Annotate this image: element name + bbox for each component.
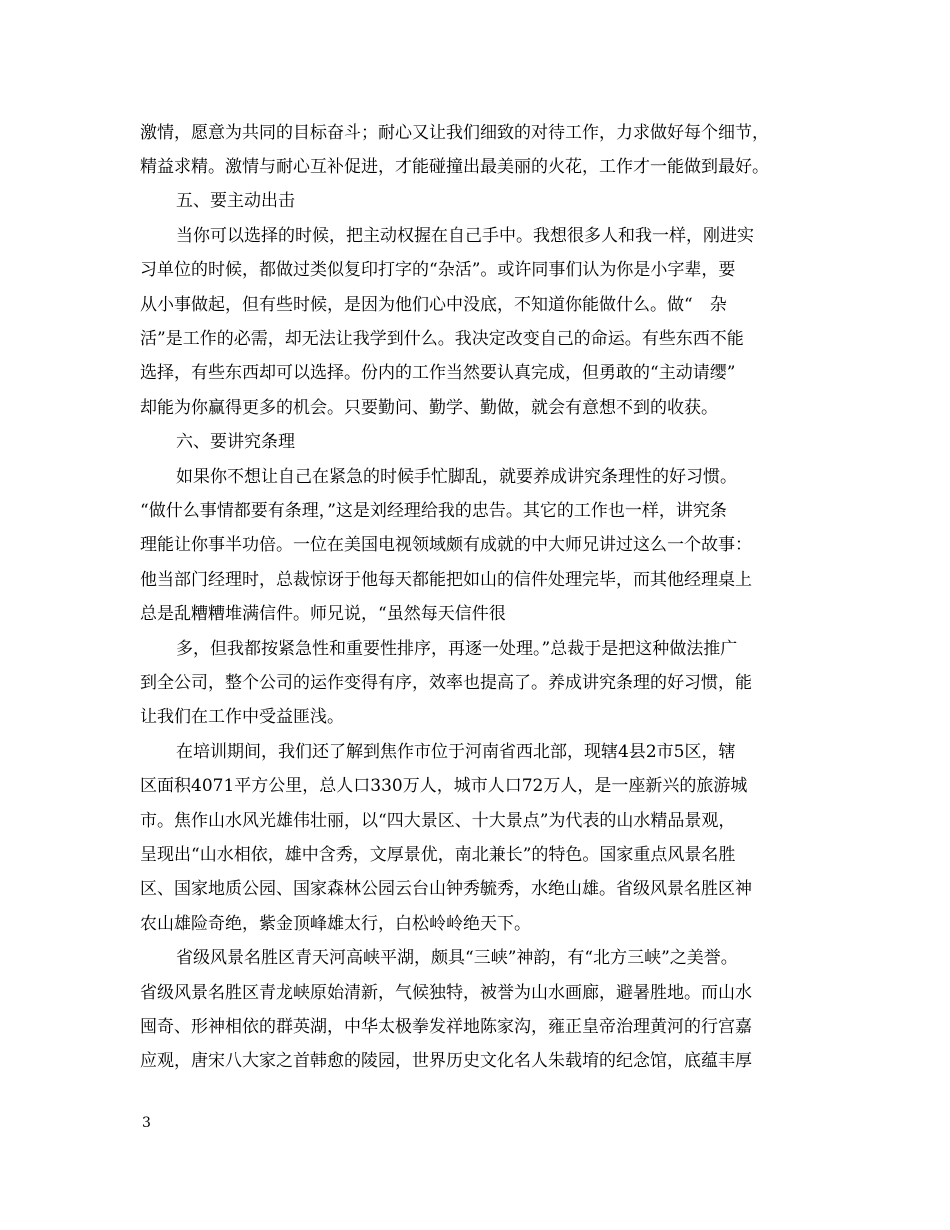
text-line: 如果你不想让自己在紧急的时候手忙脚乱，就要养成讲究条理性的好习惯。 bbox=[176, 467, 737, 487]
text-line: 习单位的时候，都做过类似复印打字的“杂活”。或许同事们认为你是小字辈，要 bbox=[140, 260, 736, 280]
text-line: “做什么事情都要有条理，”这是刘经理给我的忠告。其它的工作也一样，讲究条 bbox=[140, 501, 727, 521]
text-line: 让我们在工作中受益匪浅。 bbox=[140, 707, 344, 727]
text-line: 囤奇、形神相依的群英湖，中华太极拳发祥地陈家沟，雍正皇帝治理黄河的行宫嘉 bbox=[140, 1017, 752, 1037]
text-line: 农山雄险奇绝，紫金顶峰雄太行，白松岭岭绝天下。 bbox=[140, 914, 531, 934]
text-line: 激情，愿意为共同的目标奋斗；耐心又让我们细致的对待工作，力求做好每个细节， bbox=[140, 123, 769, 143]
text-line: 当你可以选择的时候，把主动权握在自己手中。我想很多人和我一样，刚进实 bbox=[176, 226, 754, 246]
text-line: 市。焦作山水风光雄伟壮丽，以“四大景区、十大景点”为代表的山水精品景观， bbox=[140, 811, 736, 831]
text-line: 呈现出“山水相依，雄中含秀，文厚景优，南北兼长”的特色。国家重点风景名胜 bbox=[140, 845, 736, 865]
page-number: 3 bbox=[142, 1115, 151, 1131]
text-line: 省级风景名胜区青龙峡原始清新，气候独特，被誉为山水画廊，避暑胜地。而山水 bbox=[140, 983, 752, 1003]
text-line: 总是乱糟糟堆满信件。师兄说，“虽然每天信件很 bbox=[140, 604, 506, 624]
text-line: 区面积4071平方公里，总人口330万人，城市人口72万人，是一座新兴的旅游城 bbox=[140, 776, 748, 796]
text-line: 省级风景名胜区青天河高峡平湖，颇具“三峡”神韵，有“北方三峡”之美誉。 bbox=[176, 948, 738, 968]
text-line: 应观，唐宋八大家之首韩愈的陵园，世界历史文化名人朱载堉的纪念馆，底蕴丰厚 bbox=[140, 1051, 752, 1071]
text-line: 从小事做起，但有些时候，是因为他们心中没底，不知道你能做什么。做“ 杂 bbox=[140, 295, 727, 315]
section-heading: 六、要讲究条理 bbox=[176, 432, 295, 452]
text-line: 精益求精。激情与耐心互补促进，才能碰撞出最美丽的火花，工作才一能做到最好。 bbox=[140, 157, 769, 177]
text-line: 活”是工作的必需，却无法让我学到什么。我决定改变自己的命运。有些东西不能 bbox=[140, 329, 744, 349]
text-line: 选择，有些东西却可以选择。份内的工作当然要认真完成，但勇敢的“主动请缨” bbox=[140, 363, 736, 383]
text-line: 他当部门经理时，总裁惊讶于他每天都能把如山的信件处理完毕，而其他经理桌上 bbox=[140, 570, 752, 590]
text-line: 多，但我都按紧急性和重要性排序，再逐一处理。”总裁于是把这种做法推广 bbox=[176, 639, 738, 659]
section-heading: 五、要主动出击 bbox=[176, 191, 295, 211]
text-line: 到全公司，整个公司的运作变得有序，效率也提高了。养成讲究条理的好习惯，能 bbox=[140, 673, 752, 693]
text-line: 理能让你事半功倍。一位在美国电视领域颇有成就的中大师兄讲过这么一个故事： bbox=[140, 535, 752, 555]
text-line: 却能为你赢得更多的机会。只要勤问、勤学、勤做，就会有意想不到的收获。 bbox=[140, 398, 718, 418]
text-line: 在培训期间，我们还了解到焦作市位于河南省西北部，现辖4县2市5区，辖 bbox=[176, 742, 736, 762]
text-line: 区、国家地质公园、国家森林公园云台山钟秀毓秀，水绝山雄。省级风景名胜区神 bbox=[140, 879, 752, 899]
